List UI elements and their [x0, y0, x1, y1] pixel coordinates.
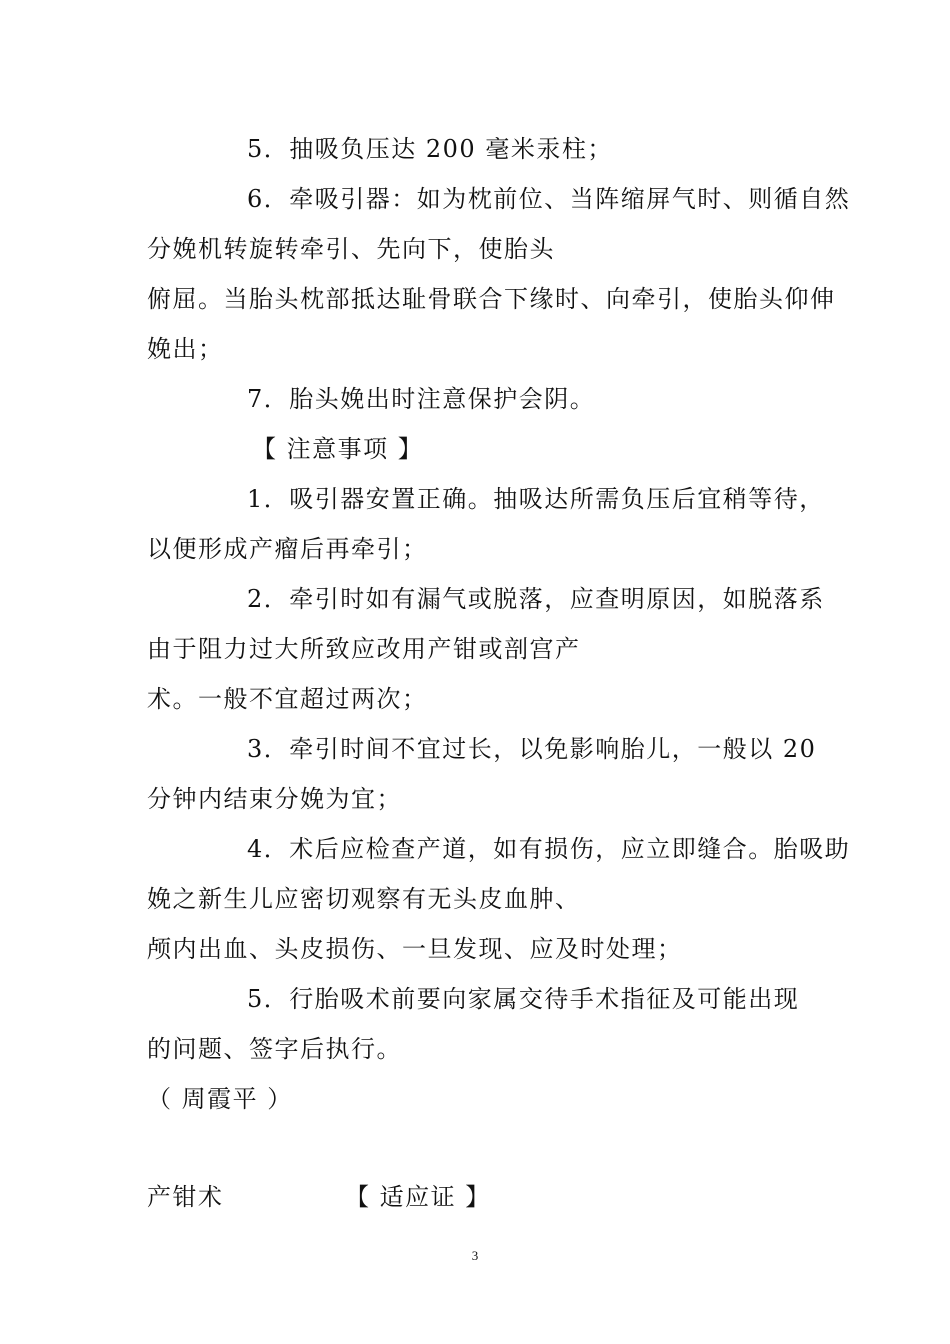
- precaution-3-line: 3．牵引时间不宜过长，以免影响胎儿，一般以 20: [247, 735, 817, 763]
- step-6-continuation: 俯屈。当胎头枕部抵达耻骨联合下缘时、向牵引，使胎头仰伸: [147, 285, 836, 313]
- step-7-line: 7．胎头娩出时注意保护会阴。: [247, 385, 596, 413]
- page-number: 3: [471, 1248, 479, 1263]
- indications-heading: 【 适应证 】: [345, 1183, 491, 1211]
- precaution-2-line: 2．牵引时如有漏气或脱落，应查明原因，如脱落系: [247, 585, 825, 613]
- precaution-4-continuation: 娩之新生儿应密切观察有无头皮血肿、: [147, 885, 581, 913]
- step-6-continuation: 分娩机转旋转牵引、先向下，使胎头: [147, 235, 555, 263]
- section-title: 产钳术: [147, 1183, 224, 1211]
- precaution-2-continuation: 由于阻力过大所致应改用产钳或剖宫产: [147, 635, 581, 663]
- precaution-4-continuation: 颅内出血、头皮损伤、一旦发现、应及时处理；: [147, 935, 683, 963]
- step-6-line: 6．牵吸引器：如为枕前位、当阵缩屏气时、则循自然: [247, 185, 851, 213]
- step-6-continuation: 娩出；: [147, 335, 224, 363]
- precaution-4-line: 4．术后应检查产道，如有损伤，应立即缝合。胎吸助: [247, 835, 851, 863]
- precaution-5-line: 5．行胎吸术前要向家属交待手术指征及可能出现: [247, 985, 800, 1013]
- precaution-3-continuation: 分钟内结束分娩为宜；: [147, 785, 402, 813]
- precaution-5-continuation: 的问题、签字后执行。: [147, 1035, 402, 1063]
- precautions-heading: 【 注意事项 】: [252, 435, 424, 463]
- precaution-1-continuation: 以便形成产瘤后再牵引；: [147, 535, 428, 563]
- author-attribution: （ 周霞平 ）: [147, 1085, 293, 1113]
- precaution-2-continuation: 术。一般不宜超过两次；: [147, 685, 428, 713]
- step-5-line: 5．抽吸负压达 200 毫米汞柱；: [247, 135, 613, 163]
- precaution-1-line: 1．吸引器安置正确。抽吸达所需负压后宜稍等待，: [247, 485, 825, 513]
